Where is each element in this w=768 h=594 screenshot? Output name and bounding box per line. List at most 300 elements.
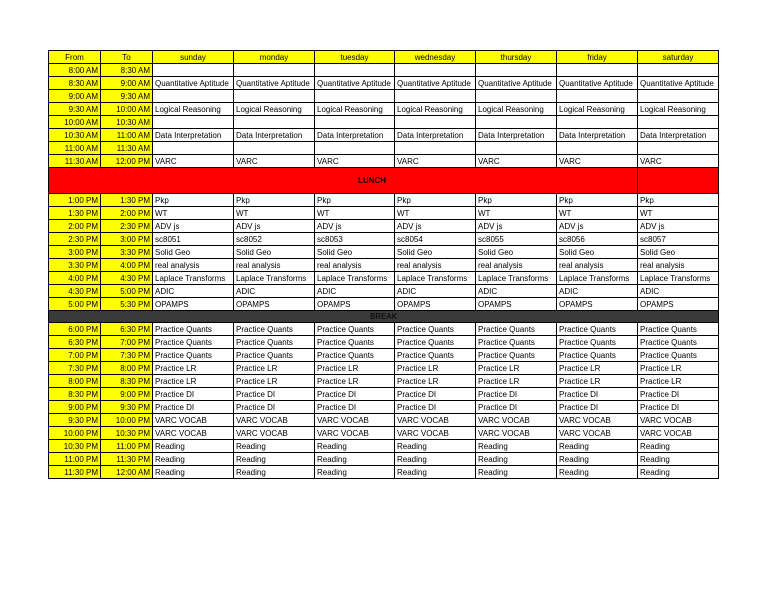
activity-cell: Data Interpretation <box>395 129 476 142</box>
from-time-cell: 11:30 PM <box>49 466 101 479</box>
from-time-cell: 5:00 PM <box>49 298 101 311</box>
activity-cell: Quantitative Aptitude <box>234 77 315 90</box>
activity-cell: Practice Quants <box>638 349 719 362</box>
activity-cell: Practice DI <box>557 401 638 414</box>
lunch-side-cell <box>638 168 719 194</box>
to-time-cell: 10:00 AM <box>101 103 153 116</box>
activity-cell: WT <box>638 207 719 220</box>
activity-cell: VARC <box>315 155 395 168</box>
activity-cell: Pkp <box>315 194 395 207</box>
to-time-cell: 10:30 PM <box>101 427 153 440</box>
activity-cell: Quantitative Aptitude <box>315 77 395 90</box>
activity-cell: Practice Quants <box>557 323 638 336</box>
activity-cell: VARC VOCAB <box>395 414 476 427</box>
activity-cell: ADIC <box>638 285 719 298</box>
activity-cell: VARC VOCAB <box>315 427 395 440</box>
activity-cell: Practice Quants <box>315 349 395 362</box>
to-time-cell: 9:00 AM <box>101 77 153 90</box>
activity-cell: ADIC <box>234 285 315 298</box>
to-time-cell: 6:30 PM <box>101 323 153 336</box>
break-row <box>49 311 719 323</box>
activity-cell: Pkp <box>638 194 719 207</box>
from-time-cell: 9:30 AM <box>49 103 101 116</box>
activity-cell <box>234 90 315 103</box>
activity-cell: Logical Reasoning <box>557 103 638 116</box>
to-time-cell: 9:00 PM <box>101 388 153 401</box>
to-time-cell: 9:30 PM <box>101 401 153 414</box>
from-time-cell: 1:00 PM <box>49 194 101 207</box>
activity-cell <box>234 64 315 77</box>
activity-cell: Data Interpretation <box>638 129 719 142</box>
header-tuesday: tuesday <box>315 51 395 64</box>
from-time-cell: 6:00 PM <box>49 323 101 336</box>
activity-cell: VARC VOCAB <box>638 427 719 440</box>
activity-cell: Practice Quants <box>234 336 315 349</box>
activity-cell: sc8053 <box>315 233 395 246</box>
from-time-cell: 8:30 AM <box>49 77 101 90</box>
table-row <box>49 401 719 414</box>
activity-cell: Practice Quants <box>234 349 315 362</box>
table-row <box>49 388 719 401</box>
from-time-cell: 8:00 AM <box>49 64 101 77</box>
activity-cell: Pkp <box>557 194 638 207</box>
table-row <box>49 323 719 336</box>
activity-cell: VARC VOCAB <box>395 427 476 440</box>
activity-cell <box>315 90 395 103</box>
to-time-cell: 11:00 PM <box>101 440 153 453</box>
activity-cell: Reading <box>234 440 315 453</box>
activity-cell <box>395 116 476 129</box>
activity-cell <box>153 142 234 155</box>
activity-cell: Practice Quants <box>395 349 476 362</box>
activity-cell: Reading <box>638 453 719 466</box>
table-row <box>49 375 719 388</box>
activity-cell: ADV js <box>315 220 395 233</box>
activity-cell: Practice Quants <box>395 336 476 349</box>
from-time-cell: 10:00 PM <box>49 427 101 440</box>
activity-cell: Practice DI <box>638 401 719 414</box>
activity-cell: Reading <box>476 440 557 453</box>
activity-cell: Reading <box>153 466 234 479</box>
activity-cell: Quantitative Aptitude <box>557 77 638 90</box>
activity-cell: Logical Reasoning <box>315 103 395 116</box>
activity-cell: real analysis <box>476 259 557 272</box>
break-label: BREAK <box>49 311 719 323</box>
activity-cell: ADIC <box>557 285 638 298</box>
to-time-cell: 5:00 PM <box>101 285 153 298</box>
activity-cell: ADIC <box>395 285 476 298</box>
activity-cell: WT <box>395 207 476 220</box>
activity-cell: Laplace Transforms <box>476 272 557 285</box>
activity-cell: Pkp <box>234 194 315 207</box>
from-time-cell: 7:00 PM <box>49 349 101 362</box>
activity-cell: Practice LR <box>153 375 234 388</box>
activity-cell: Laplace Transforms <box>234 272 315 285</box>
activity-cell: Quantitative Aptitude <box>153 77 234 90</box>
from-time-cell: 6:30 PM <box>49 336 101 349</box>
activity-cell: Practice Quants <box>476 323 557 336</box>
activity-cell: WT <box>557 207 638 220</box>
activity-cell: VARC VOCAB <box>315 414 395 427</box>
activity-cell: real analysis <box>153 259 234 272</box>
activity-cell: Practice LR <box>395 375 476 388</box>
activity-cell: Practice Quants <box>557 349 638 362</box>
activity-cell: Laplace Transforms <box>153 272 234 285</box>
activity-cell: Practice DI <box>476 401 557 414</box>
activity-cell: Reading <box>476 453 557 466</box>
activity-cell: Solid Geo <box>395 246 476 259</box>
activity-cell: Solid Geo <box>153 246 234 259</box>
activity-cell: Reading <box>315 453 395 466</box>
lunch-row <box>49 168 719 194</box>
activity-cell: Reading <box>315 466 395 479</box>
activity-cell: Practice DI <box>395 388 476 401</box>
activity-cell: real analysis <box>234 259 315 272</box>
from-time-cell: 3:30 PM <box>49 259 101 272</box>
header-row <box>49 51 719 64</box>
activity-cell: sc8054 <box>395 233 476 246</box>
table-row <box>49 272 719 285</box>
activity-cell: Logical Reasoning <box>234 103 315 116</box>
activity-cell <box>315 116 395 129</box>
activity-cell: Data Interpretation <box>234 129 315 142</box>
activity-cell: OPAMPS <box>557 298 638 311</box>
activity-cell: Practice LR <box>557 375 638 388</box>
from-time-cell: 7:30 PM <box>49 362 101 375</box>
table-row <box>49 336 719 349</box>
activity-cell: VARC <box>234 155 315 168</box>
activity-cell: Practice DI <box>234 401 315 414</box>
timetable <box>48 50 718 479</box>
to-time-cell: 10:00 PM <box>101 414 153 427</box>
activity-cell: Laplace Transforms <box>557 272 638 285</box>
activity-cell: Laplace Transforms <box>638 272 719 285</box>
activity-cell: Practice DI <box>557 388 638 401</box>
table-row <box>49 414 719 427</box>
table-row <box>49 440 719 453</box>
table-row <box>49 298 719 311</box>
activity-cell: Reading <box>557 440 638 453</box>
to-time-cell: 5:30 PM <box>101 298 153 311</box>
table-row <box>49 207 719 220</box>
activity-cell: ADIC <box>153 285 234 298</box>
activity-cell: Solid Geo <box>638 246 719 259</box>
table-row <box>49 194 719 207</box>
activity-cell: Practice LR <box>234 362 315 375</box>
activity-cell: sc8051 <box>153 233 234 246</box>
to-time-cell: 12:00 PM <box>101 155 153 168</box>
header-wednesday: wednesday <box>395 51 476 64</box>
activity-cell: VARC <box>557 155 638 168</box>
table-row <box>49 116 719 129</box>
activity-cell: Reading <box>476 466 557 479</box>
activity-cell: VARC <box>153 155 234 168</box>
activity-cell: VARC VOCAB <box>234 414 315 427</box>
table-row <box>49 142 719 155</box>
activity-cell: Practice LR <box>476 375 557 388</box>
activity-cell: VARC VOCAB <box>234 427 315 440</box>
activity-cell: Solid Geo <box>234 246 315 259</box>
lunch-label: LUNCH <box>49 168 638 194</box>
activity-cell: VARC VOCAB <box>638 414 719 427</box>
activity-cell: Practice DI <box>315 401 395 414</box>
to-time-cell: 12:00 AM <box>101 466 153 479</box>
activity-cell <box>476 116 557 129</box>
activity-cell: Reading <box>395 453 476 466</box>
activity-cell: Quantitative Aptitude <box>395 77 476 90</box>
from-time-cell: 9:30 PM <box>49 414 101 427</box>
activity-cell: Practice LR <box>153 362 234 375</box>
activity-cell <box>315 142 395 155</box>
activity-cell: WT <box>315 207 395 220</box>
activity-cell: VARC VOCAB <box>476 427 557 440</box>
table-row <box>49 103 719 116</box>
header-sunday: sunday <box>153 51 234 64</box>
activity-cell: Practice Quants <box>315 336 395 349</box>
table-row <box>49 90 719 103</box>
activity-cell <box>153 64 234 77</box>
activity-cell: Solid Geo <box>476 246 557 259</box>
table-row <box>49 233 719 246</box>
activity-cell: Reading <box>557 453 638 466</box>
activity-cell: sc8057 <box>638 233 719 246</box>
activity-cell: Practice Quants <box>153 323 234 336</box>
header-from: From <box>49 51 101 64</box>
table-row <box>49 285 719 298</box>
header-thursday: thursday <box>476 51 557 64</box>
activity-cell: Practice Quants <box>234 323 315 336</box>
activity-cell: OPAMPS <box>638 298 719 311</box>
table-row <box>49 129 719 142</box>
activity-cell: Practice Quants <box>395 323 476 336</box>
activity-cell: Practice Quants <box>153 349 234 362</box>
activity-cell: OPAMPS <box>395 298 476 311</box>
activity-cell: ADIC <box>315 285 395 298</box>
from-time-cell: 3:00 PM <box>49 246 101 259</box>
activity-cell: VARC <box>476 155 557 168</box>
activity-cell <box>234 116 315 129</box>
to-time-cell: 8:00 PM <box>101 362 153 375</box>
from-time-cell: 10:30 PM <box>49 440 101 453</box>
from-time-cell: 8:00 PM <box>49 375 101 388</box>
activity-cell: VARC <box>395 155 476 168</box>
activity-cell: sc8052 <box>234 233 315 246</box>
activity-cell: Practice DI <box>395 401 476 414</box>
activity-cell: OPAMPS <box>315 298 395 311</box>
activity-cell: ADV js <box>476 220 557 233</box>
activity-cell: OPAMPS <box>476 298 557 311</box>
activity-cell: Quantitative Aptitude <box>476 77 557 90</box>
activity-cell: real analysis <box>557 259 638 272</box>
activity-cell: VARC VOCAB <box>153 414 234 427</box>
from-time-cell: 2:30 PM <box>49 233 101 246</box>
to-time-cell: 3:00 PM <box>101 233 153 246</box>
activity-cell: Solid Geo <box>557 246 638 259</box>
activity-cell: Practice LR <box>638 362 719 375</box>
activity-cell <box>557 116 638 129</box>
activity-cell: Reading <box>638 440 719 453</box>
header-monday: monday <box>234 51 315 64</box>
activity-cell: real analysis <box>638 259 719 272</box>
activity-cell: sc8056 <box>557 233 638 246</box>
activity-cell <box>315 64 395 77</box>
activity-cell <box>638 90 719 103</box>
to-time-cell: 3:30 PM <box>101 246 153 259</box>
activity-cell: Data Interpretation <box>153 129 234 142</box>
activity-cell: Practice LR <box>476 362 557 375</box>
to-time-cell: 10:30 AM <box>101 116 153 129</box>
activity-cell: WT <box>153 207 234 220</box>
activity-cell: Data Interpretation <box>315 129 395 142</box>
activity-cell: Laplace Transforms <box>315 272 395 285</box>
activity-cell: Practice DI <box>153 401 234 414</box>
activity-cell: VARC VOCAB <box>557 414 638 427</box>
activity-cell <box>153 116 234 129</box>
activity-cell: Reading <box>234 453 315 466</box>
activity-cell: Logical Reasoning <box>153 103 234 116</box>
table-row <box>49 362 719 375</box>
activity-cell: real analysis <box>315 259 395 272</box>
header-saturday: saturday <box>638 51 719 64</box>
activity-cell: Data Interpretation <box>476 129 557 142</box>
activity-cell: Practice LR <box>395 362 476 375</box>
to-time-cell: 11:00 AM <box>101 129 153 142</box>
activity-cell: Practice LR <box>315 375 395 388</box>
table-row <box>49 466 719 479</box>
table-row <box>49 427 719 440</box>
table-row <box>49 77 719 90</box>
activity-cell: VARC VOCAB <box>153 427 234 440</box>
activity-cell: Reading <box>315 440 395 453</box>
activity-cell: Practice DI <box>234 388 315 401</box>
activity-cell <box>638 116 719 129</box>
from-time-cell: 11:00 PM <box>49 453 101 466</box>
table-row <box>49 64 719 77</box>
activity-cell <box>638 142 719 155</box>
activity-cell: Practice Quants <box>638 323 719 336</box>
from-time-cell: 1:30 PM <box>49 207 101 220</box>
activity-cell: Practice Quants <box>638 336 719 349</box>
from-time-cell: 9:00 PM <box>49 401 101 414</box>
from-time-cell: 9:00 AM <box>49 90 101 103</box>
activity-cell: OPAMPS <box>234 298 315 311</box>
table-row <box>49 453 719 466</box>
activity-cell: Practice Quants <box>315 323 395 336</box>
from-time-cell: 2:00 PM <box>49 220 101 233</box>
activity-cell: Data Interpretation <box>557 129 638 142</box>
activity-cell <box>557 90 638 103</box>
activity-cell: Practice LR <box>234 375 315 388</box>
from-time-cell: 10:00 AM <box>49 116 101 129</box>
to-time-cell: 1:30 PM <box>101 194 153 207</box>
to-time-cell: 8:30 AM <box>101 64 153 77</box>
from-time-cell: 11:30 AM <box>49 155 101 168</box>
activity-cell: ADV js <box>557 220 638 233</box>
activity-cell: Reading <box>395 466 476 479</box>
to-time-cell: 11:30 PM <box>101 453 153 466</box>
activity-cell <box>395 64 476 77</box>
activity-cell: Reading <box>153 440 234 453</box>
to-time-cell: 8:30 PM <box>101 375 153 388</box>
activity-cell <box>476 64 557 77</box>
activity-cell: Reading <box>557 466 638 479</box>
activity-cell: Practice DI <box>153 388 234 401</box>
table-row <box>49 155 719 168</box>
activity-cell <box>557 64 638 77</box>
to-time-cell: 2:30 PM <box>101 220 153 233</box>
activity-cell: Practice DI <box>476 388 557 401</box>
activity-cell: ADIC <box>476 285 557 298</box>
to-time-cell: 4:30 PM <box>101 272 153 285</box>
to-time-cell: 7:30 PM <box>101 349 153 362</box>
activity-cell: Practice Quants <box>476 336 557 349</box>
activity-cell: Solid Geo <box>315 246 395 259</box>
activity-cell: WT <box>476 207 557 220</box>
activity-cell: Practice Quants <box>557 336 638 349</box>
activity-cell <box>395 90 476 103</box>
activity-cell: VARC VOCAB <box>557 427 638 440</box>
to-time-cell: 7:00 PM <box>101 336 153 349</box>
activity-cell: Quantitative Aptitude <box>638 77 719 90</box>
activity-cell: Practice LR <box>557 362 638 375</box>
activity-cell <box>638 64 719 77</box>
activity-cell <box>395 142 476 155</box>
from-time-cell: 11:00 AM <box>49 142 101 155</box>
table-row <box>49 246 719 259</box>
from-time-cell: 4:30 PM <box>49 285 101 298</box>
activity-cell: Reading <box>153 453 234 466</box>
activity-cell: ADV js <box>234 220 315 233</box>
activity-cell: Practice DI <box>315 388 395 401</box>
activity-cell: Reading <box>234 466 315 479</box>
activity-cell: Practice Quants <box>153 336 234 349</box>
to-time-cell: 9:30 AM <box>101 90 153 103</box>
activity-cell: OPAMPS <box>153 298 234 311</box>
activity-cell: real analysis <box>395 259 476 272</box>
activity-cell: ADV js <box>153 220 234 233</box>
from-time-cell: 8:30 PM <box>49 388 101 401</box>
activity-cell <box>153 90 234 103</box>
activity-cell: Laplace Transforms <box>395 272 476 285</box>
header-friday: friday <box>557 51 638 64</box>
table-row <box>49 349 719 362</box>
activity-cell: Pkp <box>153 194 234 207</box>
from-time-cell: 4:00 PM <box>49 272 101 285</box>
activity-cell: Reading <box>395 440 476 453</box>
activity-cell: ADV js <box>395 220 476 233</box>
activity-cell: WT <box>234 207 315 220</box>
to-time-cell: 11:30 AM <box>101 142 153 155</box>
activity-cell: VARC VOCAB <box>476 414 557 427</box>
to-time-cell: 2:00 PM <box>101 207 153 220</box>
activity-cell: VARC <box>638 155 719 168</box>
activity-cell: Practice Quants <box>476 349 557 362</box>
activity-cell: ADV js <box>638 220 719 233</box>
activity-cell: Practice LR <box>315 362 395 375</box>
activity-cell: Logical Reasoning <box>395 103 476 116</box>
activity-cell: sc8055 <box>476 233 557 246</box>
activity-cell <box>557 142 638 155</box>
table-row <box>49 259 719 272</box>
activity-cell <box>234 142 315 155</box>
activity-cell: Practice LR <box>638 375 719 388</box>
to-time-cell: 4:00 PM <box>101 259 153 272</box>
table-row <box>49 220 719 233</box>
header-to: To <box>101 51 153 64</box>
activity-cell <box>476 142 557 155</box>
activity-cell <box>476 90 557 103</box>
activity-cell: Practice DI <box>638 388 719 401</box>
